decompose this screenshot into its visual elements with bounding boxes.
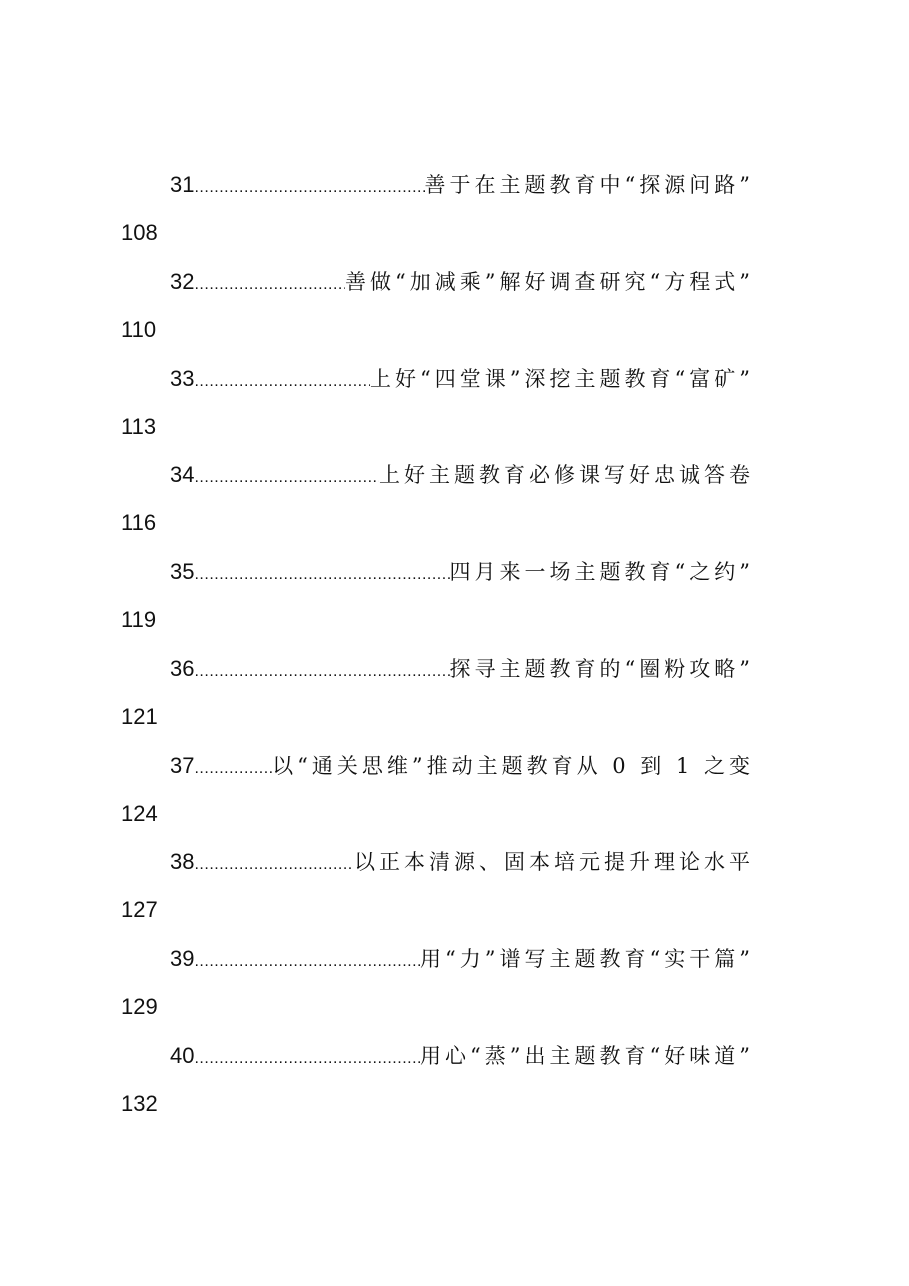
entry-title: 探寻主题教育的“圈粉攻略” xyxy=(449,657,754,681)
dot-leader xyxy=(194,947,420,974)
entry-title: 善做“加减乘”解好调查研究“方程式” xyxy=(345,270,754,294)
toc-entry[interactable] xyxy=(170,944,754,974)
dot-leader xyxy=(194,1044,420,1071)
dot-leader xyxy=(194,850,354,877)
entry-page-number: 116 xyxy=(121,510,157,535)
toc-entry[interactable] xyxy=(170,364,754,394)
entry-title: 以“通关思维”推动主题教育从 0 到 1 之变 xyxy=(272,754,754,778)
dot-leader xyxy=(194,173,424,200)
dot-leader xyxy=(194,463,379,490)
toc-entry[interactable] xyxy=(170,460,754,490)
entry-title: 用“力”谱写主题教育“实干篇” xyxy=(420,947,754,971)
dot-leader xyxy=(194,367,370,394)
toc-entry[interactable] xyxy=(170,751,754,781)
entry-number: 37 xyxy=(170,753,195,778)
entry-page-number: 121 xyxy=(121,704,158,729)
dot-leader xyxy=(194,657,449,684)
entry-title: 上好“四堂课”深挖主题教育“富矿” xyxy=(370,367,754,391)
toc-entry[interactable] xyxy=(170,654,754,684)
toc-entry[interactable] xyxy=(170,557,754,587)
entry-number: 39 xyxy=(170,946,195,971)
dot-leader xyxy=(194,754,272,781)
entry-number: 40 xyxy=(170,1043,195,1068)
entry-title: 善于在主题教育中“探源问路” xyxy=(424,173,754,197)
entry-page-number: 108 xyxy=(121,220,158,245)
entry-page-number: 129 xyxy=(121,994,158,1019)
entry-page-number: 124 xyxy=(121,801,158,826)
entry-number: 34 xyxy=(170,462,195,487)
entry-number: 38 xyxy=(170,849,195,874)
entry-number: 33 xyxy=(170,366,195,391)
toc-entry[interactable] xyxy=(170,170,754,200)
entry-number: 35 xyxy=(170,559,195,584)
entry-page-number: 132 xyxy=(121,1091,158,1116)
entry-title: 以正本清源、固本培元提升理论水平 xyxy=(354,850,754,874)
entry-title: 四月来一场主题教育“之约” xyxy=(449,560,754,584)
entry-page-number: 113 xyxy=(121,414,157,439)
toc-entry[interactable] xyxy=(170,267,754,297)
entry-page-number: 119 xyxy=(121,607,157,632)
entry-page-number: 110 xyxy=(121,317,157,342)
dot-leader xyxy=(194,270,345,297)
entry-number: 36 xyxy=(170,656,195,681)
dot-leader xyxy=(194,560,449,587)
entry-number: 32 xyxy=(170,269,195,294)
toc-entry[interactable] xyxy=(170,847,754,877)
toc-entry[interactable] xyxy=(170,1041,754,1071)
entry-page-number: 127 xyxy=(121,897,158,922)
entry-title: 用心“蒸”出主题教育“好味道” xyxy=(420,1044,754,1068)
entry-number: 31 xyxy=(170,172,195,197)
entry-title: 上好主题教育必修课写好忠诚答卷 xyxy=(379,463,754,487)
